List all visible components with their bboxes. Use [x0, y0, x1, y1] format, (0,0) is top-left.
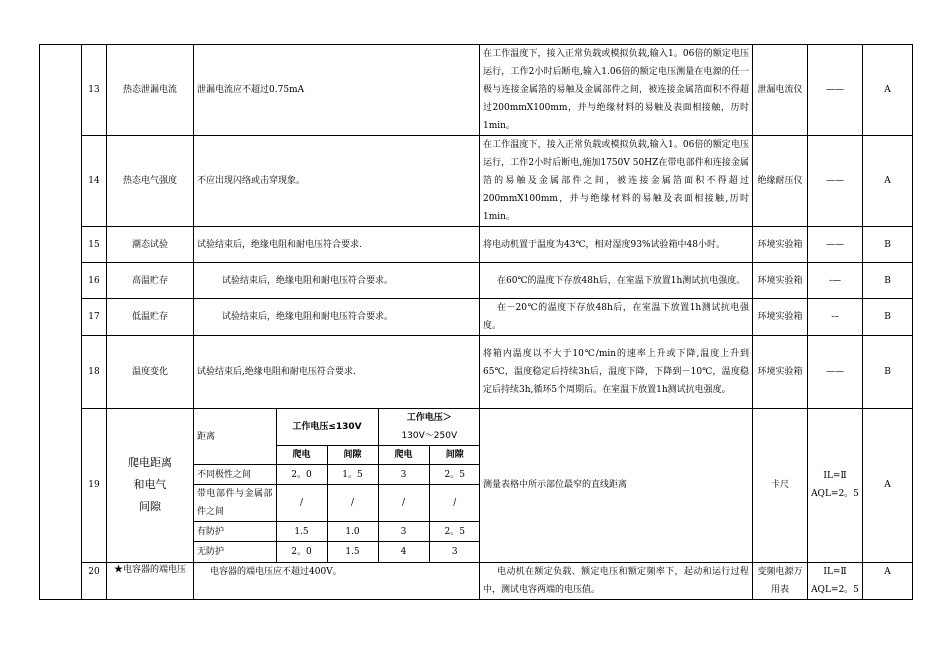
item-requirement: 不应出现闪络或击穿现象。	[194, 136, 480, 227]
item-method: 在工作温度下，接入正常负载或模拟负载,输入1。06倍的额定电压运行，工作2小时后断电,施加1750V 50HZ在带电部件和连接金属箔的易触及金属部件之间，被连接金属箔面积不得超过200mmX100mm，并与绝缘材料的易触及表面相接触,历时1min。	[480, 136, 753, 227]
item-method: 电动机在额定负载、额定电压和额定频率下，起动和运行过程中，测试电容两端的电压值。	[480, 562, 753, 599]
table-row	[40, 336, 913, 409]
item-equipment: 环境实验箱	[753, 263, 808, 299]
header-creepage: 爬电	[378, 446, 429, 465]
item-class: B	[863, 299, 913, 336]
value-cell: 1.5	[327, 542, 378, 562]
value-cell: 3	[378, 522, 429, 542]
item-number: 15	[82, 227, 107, 263]
value-cell: 3	[429, 542, 479, 562]
item-number: 19	[82, 409, 107, 563]
item-method: 将电动机置于温度为43℃，相对湿度93%试验箱中48小时。	[480, 227, 753, 263]
value-cell: 1.5	[276, 522, 327, 542]
item-name: 温度变化	[107, 336, 194, 409]
item-method: 将箱内温度以不大于10℃/min的速率上升或下降,温度上升到65℃，温度稳定后持续3h后，温度下降，下降到－10℃，温度稳定后持续3h,循环5个周期后。在室温下放置1h测试抗电强度。	[480, 336, 753, 409]
value-cell: /	[429, 485, 479, 522]
item-sampling: ——	[808, 45, 863, 136]
item-number: 14	[82, 136, 107, 227]
item-class: A	[863, 562, 913, 599]
item-class: A	[863, 136, 913, 227]
item-requirement: 试验结束后，绝缘电阻和耐电压符合要求。	[194, 263, 480, 299]
item-name: 热态泄漏电流	[107, 45, 194, 136]
table-row	[40, 136, 913, 227]
row-label: 有防护	[194, 522, 276, 542]
table-row	[40, 409, 913, 563]
item-class: B	[863, 263, 913, 299]
item-sampling	[808, 409, 863, 563]
table-row	[40, 299, 913, 336]
row-label: 无防护	[194, 542, 276, 562]
item-requirement: 泄漏电流应不超过0.75mA	[194, 45, 480, 136]
item-requirement: 电容器的端电压应不超过400V。	[194, 562, 480, 599]
item-equipment: 变频电源万用表	[753, 562, 808, 599]
item-name: 热态电气强度	[107, 136, 194, 227]
sampling-level: IL=Ⅱ	[823, 471, 847, 482]
item-name: 高温贮存	[107, 263, 194, 299]
item-class: A	[863, 45, 913, 136]
item-sampling: ——	[808, 136, 863, 227]
item-number: 18	[82, 336, 107, 409]
sampling-aql: AQL=2。5	[811, 489, 859, 500]
value-cell: /	[378, 485, 429, 522]
clearance-subtable-cell	[194, 409, 480, 563]
header-voltage-low: 工作电压≤130V	[276, 409, 378, 446]
header-creepage: 爬电	[276, 446, 327, 465]
item-equipment: 卡尺	[753, 409, 808, 563]
table-row	[40, 263, 913, 299]
item-class: B	[863, 227, 913, 263]
value-cell: 2。5	[429, 465, 479, 485]
row-label: 不同极性之间	[194, 465, 276, 485]
item-sampling: ——	[808, 227, 863, 263]
item-name	[107, 409, 194, 563]
header-gap: 间隙	[429, 446, 479, 465]
header-voltage-high-line1: 工作电压＞	[406, 413, 452, 423]
item-method: 测量表格中所示部位最窄的直线距离	[480, 409, 753, 563]
item-requirement: 试验结束后，绝缘电阻和耐电压符合要求.	[194, 227, 480, 263]
sampling-aql: AQL=2。5	[811, 584, 859, 595]
item-sampling: -—	[808, 263, 863, 299]
item-sampling	[808, 562, 863, 599]
item-name: 潮态试验	[107, 227, 194, 263]
value-cell: 1.0	[327, 522, 378, 542]
value-cell: 1。5	[327, 465, 378, 485]
item-method: 在－20℃的温度下存放48h后，在室温下放置1h测试抗电强度。	[480, 299, 753, 336]
value-cell: /	[276, 485, 327, 522]
clearance-subtable	[194, 409, 480, 562]
item-equipment: 环境实验箱	[753, 227, 808, 263]
item-number: 17	[82, 299, 107, 336]
item-method: 在工作温度下，接入正常负载或模拟负载,输入1。06倍的额定电压运行，工作2小时后断电,输入1.06倍的额定电压测量在电源的任一极与连接金属箔的易触及金属部件之间，被连接金属箔面积不得超过200mmX100mm，并与绝缘材料的易触及表面相接触，历时1min。	[480, 45, 753, 136]
header-distance: 距离	[194, 409, 276, 465]
name-line: 间隙	[139, 500, 161, 514]
header-gap: 间隙	[327, 446, 378, 465]
name-line: 和电气	[133, 478, 167, 492]
item-equipment: 环境实验箱	[753, 336, 808, 409]
inspection-table	[39, 44, 913, 600]
item-equipment: 泄漏电流仪	[753, 45, 808, 136]
item-number: 16	[82, 263, 107, 299]
table-row	[40, 227, 913, 263]
value-cell: 3	[378, 465, 429, 485]
category-cell	[40, 45, 82, 600]
item-sampling: -–	[808, 299, 863, 336]
item-class: A	[863, 409, 913, 563]
item-equipment: 绝缘耐压仪	[753, 136, 808, 227]
value-cell: /	[327, 485, 378, 522]
item-name: 低温贮存	[107, 299, 194, 336]
item-method: 在60℃的温度下存放48h后，在室温下放置1h测试抗电强度。	[480, 263, 753, 299]
item-number: 20	[82, 562, 107, 599]
value-cell: 4	[378, 542, 429, 562]
table-row	[40, 45, 913, 136]
header-voltage-high-line2: 130V～250V	[401, 431, 458, 441]
row-label: 带电部件与金属部件之间	[194, 485, 276, 522]
name-line: 爬电距离	[128, 456, 172, 470]
item-name: ★电容器的端电压	[107, 562, 194, 599]
item-requirement: 试验结束后，绝缘电阻和耐电压符合要求。	[194, 299, 480, 336]
item-number: 13	[82, 45, 107, 136]
item-requirement: 试验结束后,绝缘电阻和耐电压符合要求.	[194, 336, 480, 409]
item-class: B	[863, 336, 913, 409]
header-voltage-high	[378, 409, 479, 446]
sampling-level: IL=Ⅱ	[823, 566, 847, 577]
item-equipment: 环境实验箱	[753, 299, 808, 336]
value-cell: 2。5	[429, 522, 479, 542]
item-sampling: ——	[808, 336, 863, 409]
value-cell: 2。0	[276, 542, 327, 562]
value-cell: 2。0	[276, 465, 327, 485]
table-row	[40, 562, 913, 599]
